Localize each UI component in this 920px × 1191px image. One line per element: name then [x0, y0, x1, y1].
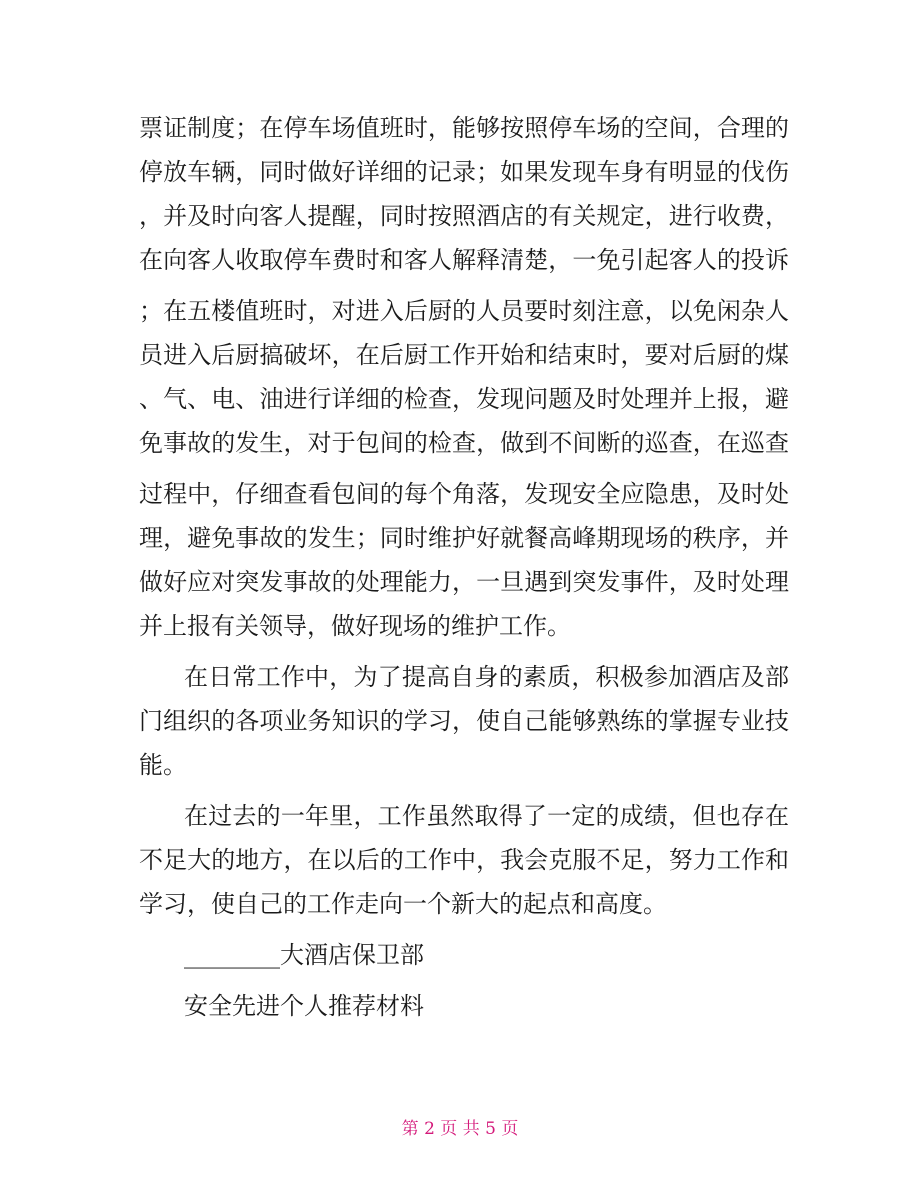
- body-text-line: 在过去的一年里，工作虽然取得了一定的成绩，但也存在: [184, 802, 789, 830]
- body-text-line: 能。: [139, 751, 187, 779]
- body-text-line: 不足大的地方，在以后的工作中，我会克服不足，努力工作和: [139, 846, 789, 874]
- body-text-line: 做好应对突发事故的处理能力，一旦遇到突发事件，及时处理: [139, 568, 789, 596]
- body-text-line: 票证制度；在停车场值班时，能够按照停车场的空间，合理的: [139, 114, 789, 142]
- body-text-line: ；在五楼值班时，对进入后厨的人员要时刻注意，以免闲杂人: [139, 297, 789, 325]
- body-text-line: 员进入后厨搞破坏，在后厨工作开始和结束时，要对后厨的煤: [139, 341, 789, 369]
- page-number-footer: 第 2 页 共 5 页: [401, 1119, 519, 1139]
- body-text-line: 停放车辆，同时做好详细的记录；如果发现车身有明显的伐伤: [139, 158, 789, 186]
- body-text-line: 理，避免事故的发生；同时维护好就餐高峰期现场的秩序，并: [139, 524, 789, 552]
- body-text-line: 免事故的发生，对于包间的检查，做到不间断的巡查，在巡查: [139, 429, 789, 457]
- body-text-line: 门组织的各项业务知识的学习，使自己能够熟练的掌握专业技: [139, 707, 789, 735]
- body-text-line: ，并及时向客人提醒，同时按照酒店的有关规定，进行收费，: [139, 202, 789, 230]
- body-text-line: 在向客人收取停车费时和客人解释清楚，一免引起客人的投诉: [139, 246, 789, 274]
- body-text-line: 过程中，仔细查看包间的每个角落，发现安全应隐患，及时处: [139, 480, 789, 508]
- body-text-line: 并上报有关领导，做好现场的维护工作。: [139, 612, 571, 640]
- body-text-line: 、气、电、油进行详细的检查，发现问题及时处理并上报，避: [139, 385, 789, 413]
- signature-line: ________大酒店保卫部: [184, 941, 424, 969]
- section-heading: 安全先进个人推荐材料: [184, 992, 424, 1020]
- body-text-line: 在日常工作中，为了提高自身的素质，积极参加酒店及部: [184, 663, 789, 691]
- body-text-line: 学习，使自己的工作走向一个新大的起点和高度。: [139, 890, 667, 918]
